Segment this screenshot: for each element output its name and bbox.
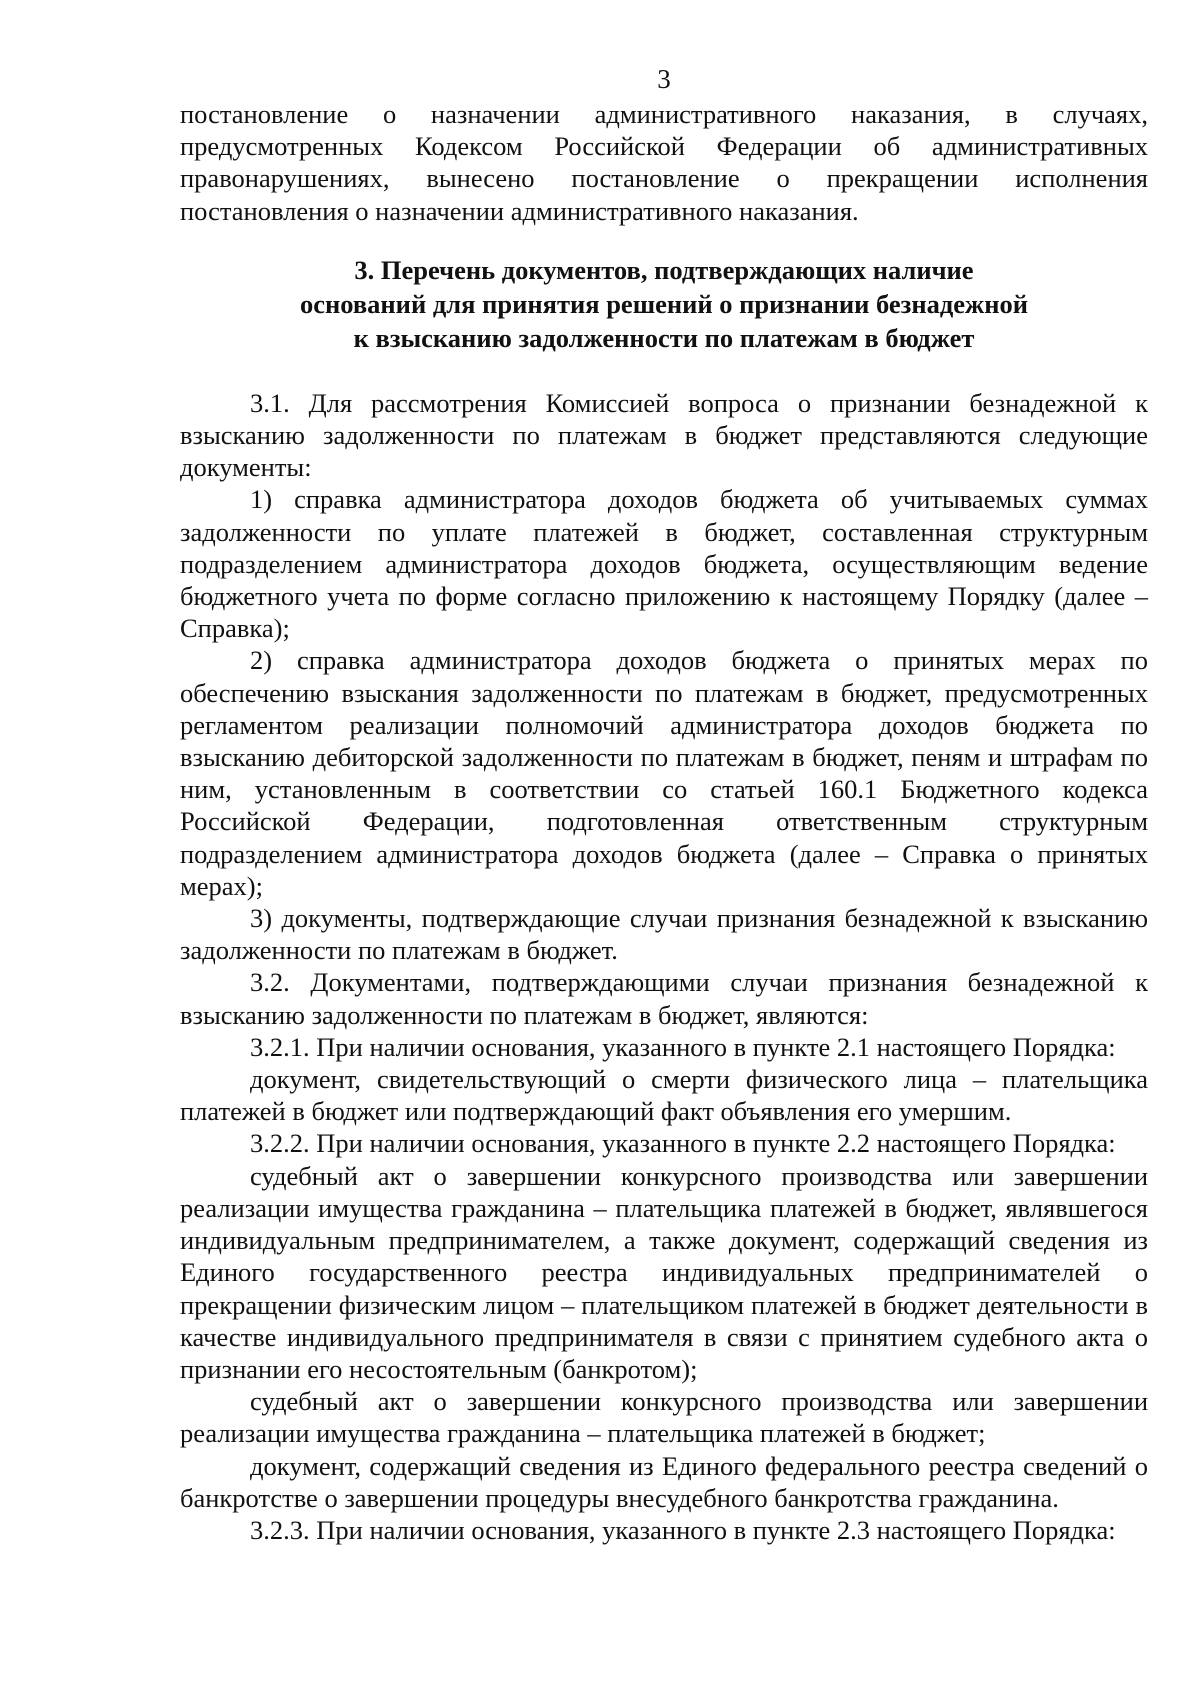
section-title	[180, 253, 1148, 355]
list-item-1: 1) справка администратора доходов бюджета об учитываемых суммах задолженности по уплате платежей в бюджет, составленная структурным подразделением администратора доходов бюджета, осуществляющим ведение бюджетного учета по форме согласно приложению к настоящему Порядку (далее – Справка);	[180, 484, 1148, 644]
paragraph-3-2-2-court-act-citizen: судебный акт о завершении конкурсного производства или завершении реализации имущества гражданина – плательщика платежей в бюджет;	[180, 1386, 1148, 1449]
paragraph-3-2-3: 3.2.3. При наличии основания, указанного в пункте 2.3 настоящего Порядка:	[250, 1514, 1116, 1545]
section-title-line-2: оснований для принятия решений о признании безнадежной	[299, 288, 1029, 319]
paragraph-3-2-1: 3.2.1. При наличии основания, указанного в пункте 2.1 настоящего Порядка:	[250, 1031, 1116, 1062]
paragraph-3-2: 3.2. Документами, подтверждающими случаи признания безнадежной к взысканию задолженности по платежам в бюджет, являются:	[180, 967, 1148, 1030]
paragraph-3-1: 3.1. Для рассмотрения Комиссией вопроса о признании безнадежной к взысканию задолженности по платежам в бюджет представляются следующие документы:	[180, 387, 1148, 483]
paragraph-3-2-2: 3.2.2. При наличии основания, указанного в пункте 2.2 настоящего Порядка:	[250, 1128, 1116, 1159]
document-page	[180, 62, 1148, 1546]
paragraph-3-2-1-document: документ, свидетельствующий о смерти физического лица – плательщика платежей в бюджет или подтверждающий факт объявления его умершим.	[180, 1064, 1148, 1127]
paragraph-3-2-2-registry-document: документ, содержащий сведения из Единого федерального реестра сведений о банкротстве о завершении процедуры внесудебного банкротства гражданина.	[180, 1450, 1148, 1513]
page-number: 3	[657, 64, 671, 94]
section-title-line-1: 3. Перечень документов, подтверждающих наличие	[354, 254, 974, 285]
list-item-2: 2) справка администратора доходов бюджета о принятых мерах по обеспечению взыскания задолженности по платежам в бюджет, предусмотренных регламентом реализации полномочий администратора доходов бюджета по взысканию дебиторской задолженности по платежам в бюджет, пеням и штрафам по ним, установленным в соответствии со статьей 160.1 Бюджетного кодекса Российской Федерации, подготовленная ответственным структурным подразделением администратора доходов бюджета (далее – Справка о принятых мерах);	[180, 645, 1148, 901]
opening-paragraph: постановление о назначении административного наказания, в случаях, предусмотренных Кодексом Российской Федерации об административных правонарушениях, вынесено постановление о прекращении исполнения постановления о назначении административного наказания.	[180, 99, 1148, 226]
list-item-3: 3) документы, подтверждающие случаи признания безнадежной к взысканию задолженности по платежам в бюджет.	[180, 903, 1148, 966]
paragraph-3-2-2-court-act-entrepreneur: судебный акт о завершении конкурсного производства или завершении реализации имущества гражданина – плательщика платежей в бюджет, являвшегося индивидуальным предпринимателем, а также документ, содержащий сведения из Единого государственного реестра индивидуальных предпринимателей о прекращении физическим лицом – плательщиком платежей в бюджет деятельности в качестве индивидуального предпринимателя в связи с принятием судебного акта о признании его несостоятельным (банкротом);	[180, 1160, 1148, 1384]
section-title-line-3: к взысканию задолженности по платежам в бюджет	[353, 322, 975, 353]
